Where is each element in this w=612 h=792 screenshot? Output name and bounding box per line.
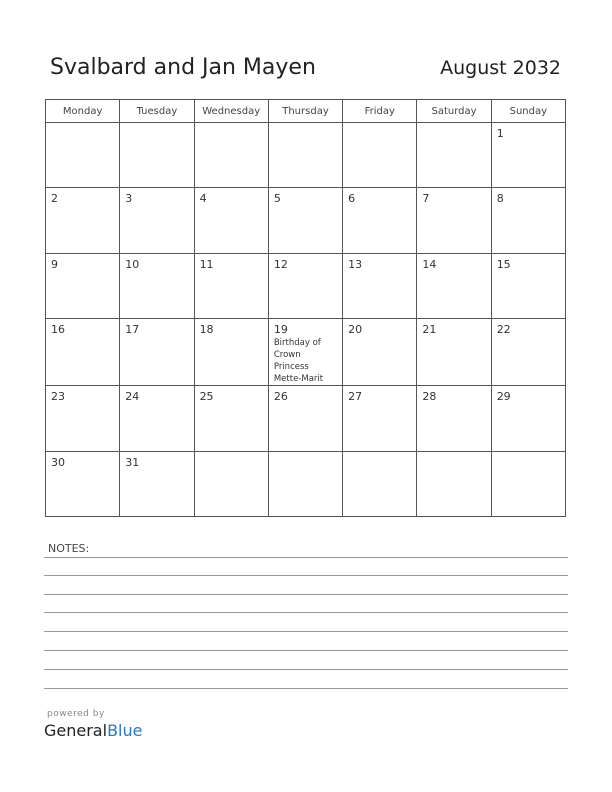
powered-by-text: powered by [47,709,105,719]
day-cell[interactable] [120,253,194,318]
day-cell[interactable] [343,123,417,188]
week-row [46,188,566,253]
day-cell[interactable] [268,188,342,253]
weekday-header: Tuesday [120,100,194,123]
day-cell[interactable] [46,123,120,188]
day-number: 5 [273,192,281,206]
day-cell[interactable] [417,318,491,385]
day-number: 4 [199,192,207,206]
day-number [120,123,193,128]
logo-general-text: General [44,721,108,740]
day-number: 31 [125,455,140,469]
day-number: 9 [51,257,58,271]
day-cell[interactable] [491,188,565,253]
day-cell[interactable] [268,386,342,451]
holiday-event: Birthday of Crown Princess Mette-Marit [273,337,324,384]
day-number: 27 [348,390,363,404]
day-number: 19 [273,322,288,336]
day-cell[interactable] [46,451,120,516]
day-cell[interactable] [46,253,120,318]
day-cell[interactable] [120,188,194,253]
week-row [46,123,566,188]
day-cell[interactable] [194,253,268,318]
weekday-header: Saturday [417,100,491,123]
day-cell[interactable] [268,318,342,385]
day-cell[interactable] [417,253,491,318]
day-number [269,452,342,457]
day-cell[interactable] [120,451,194,516]
day-cell[interactable] [491,253,565,318]
notes-label: NOTES: [48,542,90,555]
day-cell[interactable] [120,123,194,188]
day-cell[interactable] [194,123,268,188]
day-number [343,123,416,128]
day-number [417,123,490,128]
day-number [195,452,268,457]
day-number [46,123,119,128]
notes-line [44,631,568,632]
day-number: 18 [199,322,214,336]
day-cell[interactable] [417,123,491,188]
day-number: 3 [125,192,133,206]
day-cell[interactable] [46,318,120,385]
day-number: 24 [125,390,140,404]
notes-line [44,688,568,689]
day-number: 25 [199,390,214,404]
day-cell[interactable] [120,318,194,385]
day-cell[interactable] [491,386,565,451]
day-cell[interactable] [417,386,491,451]
day-cell[interactable] [417,188,491,253]
notes-line [44,594,568,595]
day-number: 8 [496,192,504,206]
day-number: 15 [496,257,511,271]
day-cell[interactable] [194,318,268,385]
day-cell[interactable] [194,451,268,516]
day-number [492,452,565,457]
day-number: 16 [51,322,65,336]
calendar-grid [45,99,566,517]
day-number: 29 [496,390,511,404]
day-number: 23 [51,390,65,404]
weekday-header-row [46,100,566,123]
day-cell[interactable] [46,386,120,451]
notes-line [44,557,568,558]
day-cell[interactable] [194,386,268,451]
weekday-header: Thursday [268,100,342,123]
notes-line [44,575,568,576]
month-label: August 2032 [440,57,561,79]
day-cell[interactable] [46,188,120,253]
weekday-header: Sunday [491,100,565,123]
notes-line [44,669,568,670]
day-number: 28 [422,390,437,404]
day-number: 22 [496,322,511,336]
day-cell[interactable] [343,318,417,385]
weekday-header: Wednesday [194,100,268,123]
day-cell[interactable] [268,123,342,188]
day-number: 17 [125,322,140,336]
day-cell[interactable] [491,123,565,188]
day-cell[interactable] [268,451,342,516]
week-row [46,451,566,516]
day-number: 30 [51,455,65,469]
day-number: 13 [348,257,363,271]
day-cell[interactable] [343,386,417,451]
day-number: 26 [273,390,288,404]
day-cell[interactable] [343,451,417,516]
day-number: 7 [422,192,430,206]
notes-line [44,612,568,613]
day-cell[interactable] [343,253,417,318]
day-cell[interactable] [491,451,565,516]
day-number [195,123,268,128]
week-row [46,386,566,451]
weekday-header: Friday [343,100,417,123]
day-number: 12 [273,257,288,271]
day-cell[interactable] [491,318,565,385]
day-number: 10 [125,257,140,271]
day-number [343,452,416,457]
day-cell[interactable] [417,451,491,516]
week-row [46,253,566,318]
day-cell[interactable] [194,188,268,253]
day-number: 14 [422,257,437,271]
calendar-title: Svalbard and Jan Mayen [50,55,316,80]
notes-line [44,650,568,651]
generalblue-logo[interactable] [44,721,142,740]
day-number: 21 [422,322,437,336]
day-number: 1 [496,127,504,140]
day-cell[interactable] [268,253,342,318]
day-number [417,452,490,457]
weekday-header: Monday [46,100,120,123]
logo-blue-text: Blue [107,721,143,740]
day-cell[interactable] [343,188,417,253]
day-number: 20 [348,322,363,336]
day-number: 6 [348,192,356,206]
week-row [46,318,566,385]
day-number [269,123,342,128]
day-number: 11 [199,257,214,271]
day-number: 2 [51,192,58,206]
day-cell[interactable] [120,386,194,451]
